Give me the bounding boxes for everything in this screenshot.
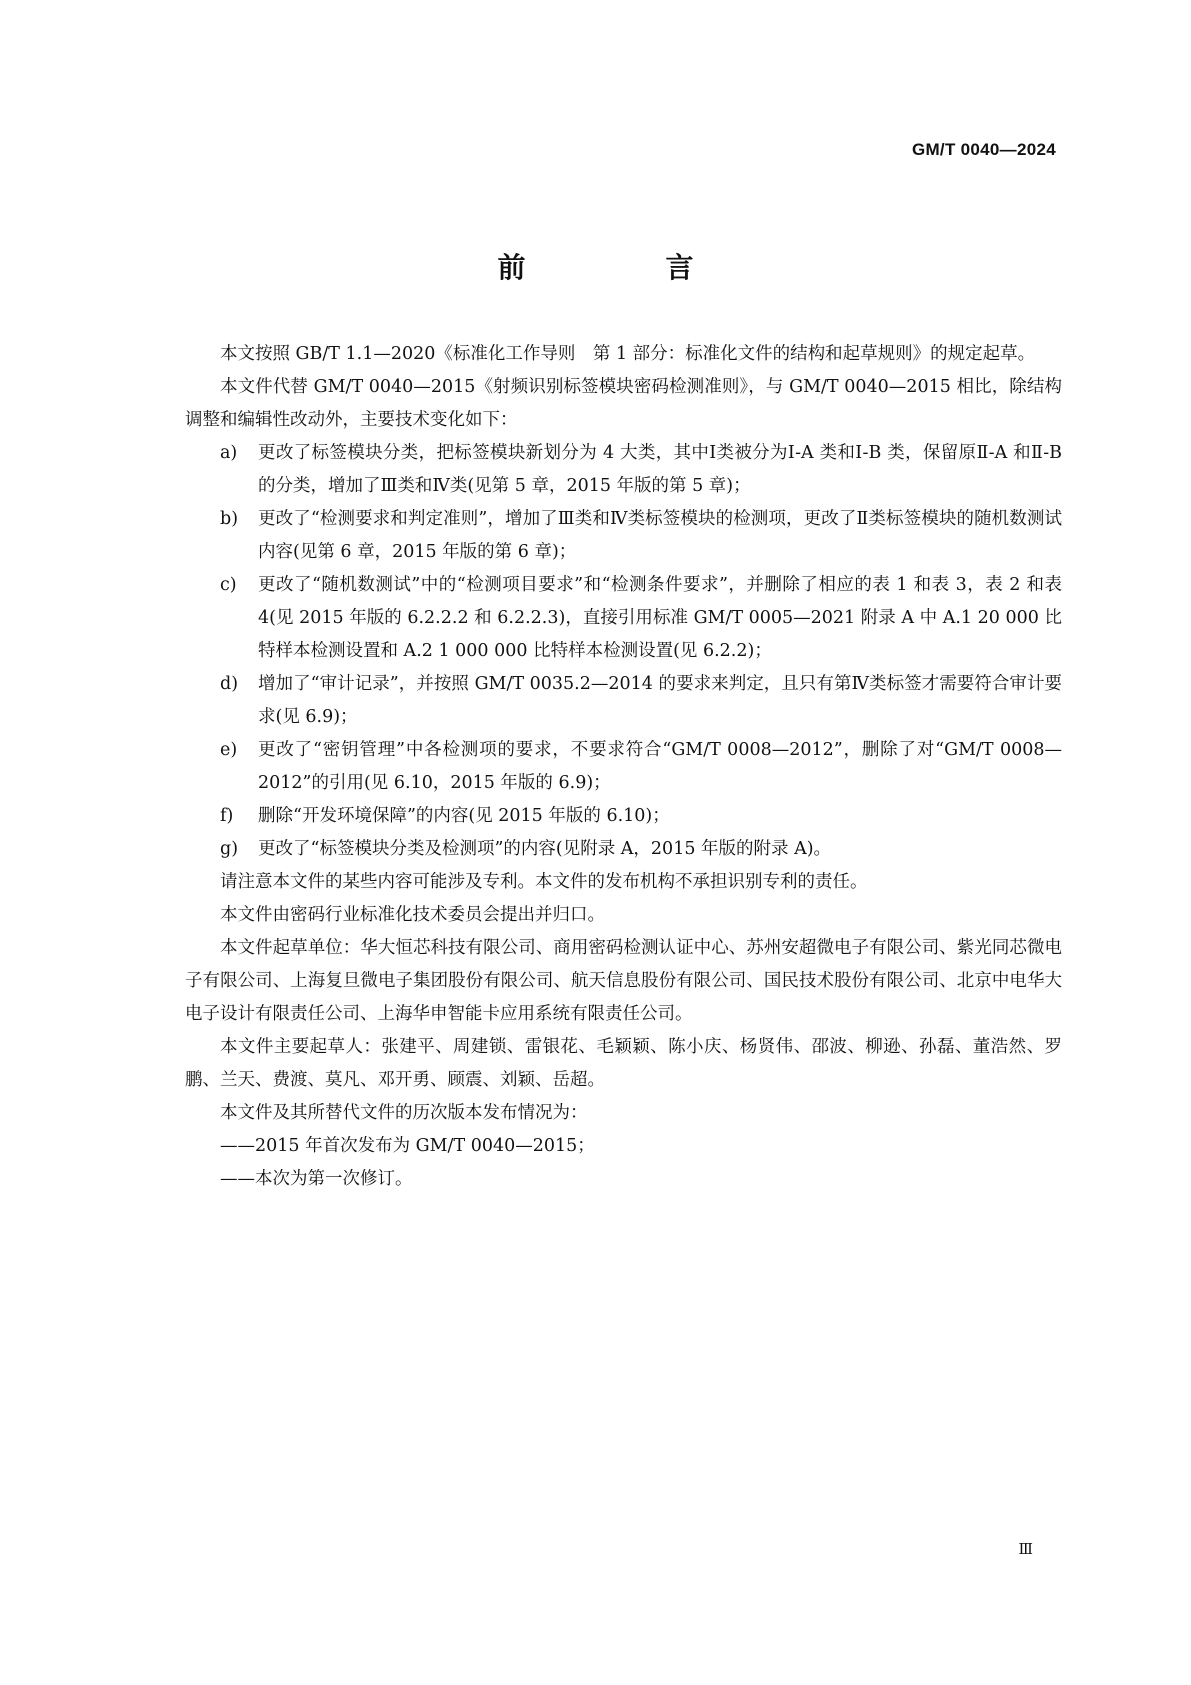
list-item-text: 更改了标签模块分类，把标签模块新划分为 4 大类，其中Ⅰ类被分为Ⅰ-A 类和Ⅰ-B 类，保留原Ⅱ-A 和Ⅱ-B 的分类，增加了Ⅲ类和Ⅳ类(见第 5 章，2015 年版的第 5 章)；: [258, 443, 1062, 496]
list-marker: e): [220, 740, 238, 760]
change-item-c: [185, 569, 1062, 668]
list-item-text: 更改了“随机数测试”中的“检测项目要求”和“检测条件要求”，并删除了相应的表 1 和表 3，表 2 和表 4(见 2015 年版的 6.2.2.2 和 6.2.2.3)，直接引用标准 GM/T 0005—2021 附录 A 中 A.1 20 000 比特样本检测设置和 A.2 1 000 000 比特样本检测设置(见 6.2.2)；: [258, 575, 1062, 661]
list-item-text: 删除“开发环境保障”的内容(见 2015 年版的 6.10)；: [258, 806, 670, 826]
list-marker: a): [220, 443, 238, 463]
list-marker: b): [220, 509, 239, 529]
paragraph: 本文件由密码行业标准化技术委员会提出并归口。: [220, 905, 605, 925]
history-item: ——2015 年首次发布为 GM/T 0040—2015；: [220, 1136, 595, 1156]
change-item-d: [185, 668, 1062, 734]
list-item-text: 更改了“检测要求和判定准则”，增加了Ⅲ类和Ⅳ类标签模块的检测项，更改了Ⅱ类标签模块的随机数测试内容(见第 6 章，2015 年版的第 6 章)；: [258, 509, 1062, 562]
list-item-text: 增加了“审计记录”，并按照 GM/T 0035.2—2014 的要求来判定，且只有第Ⅳ类标签才需要符合审计要求(见 6.9)；: [258, 674, 1062, 727]
paragraph: 本文件代替 GM/T 0040—2015《射频识别标签模块密码检测准则》，与 GM/T 0040—2015 相比，除结构调整和编辑性改动外，主要技术变化如下：: [185, 377, 1062, 430]
change-item-a: [185, 437, 1062, 503]
change-item-e: [185, 734, 1062, 800]
change-item-g: [185, 833, 1062, 866]
document-body: [185, 338, 1062, 1196]
list-marker: f): [220, 806, 234, 826]
list-marker: c): [220, 575, 237, 595]
page-number: Ⅲ: [1018, 1540, 1033, 1558]
paragraph: 本文件主要起草人：张建平、周建锁、雷银花、毛颖颖、陈小庆、杨贤伟、邵波、柳逊、孙磊、董浩然、罗鹏、兰天、费渡、莫凡、邓开勇、顾震、刘颖、岳超。: [185, 1037, 1062, 1090]
list-marker: d): [220, 674, 239, 694]
list-item-text: 更改了“标签模块分类及检测项”的内容(见附录 A，2015 年版的附录 A)。: [258, 839, 832, 859]
change-item-f: [185, 800, 1062, 833]
list-marker: g): [220, 839, 239, 859]
document-id: GM/T 0040—2024: [911, 140, 1056, 159]
paragraph: 本文件起草单位：华大恒芯科技有限公司、商用密码检测认证中心、苏州安超微电子有限公司、紫光同芯微电子有限公司、上海复旦微电子集团股份有限公司、航天信息股份有限公司、国民技术股份有限公司、北京中电华大电子设计有限责任公司、上海华申智能卡应用系统有限责任公司。: [185, 938, 1062, 1024]
paragraph: 本文按照 GB/T 1.1—2020《标准化工作导则 第 1 部分：标准化文件的结构和起草规则》的规定起草。: [220, 344, 1036, 364]
page-title: 前 言: [497, 251, 750, 284]
list-item-text: 更改了“密钥管理”中各检测项的要求，不要求符合“GM/T 0008—2012”，删除了对“GM/T 0008—2012”的引用(见 6.10，2015 年版的 6.9)；: [258, 740, 1062, 793]
paragraph: 本文件及其所替代文件的历次版本发布情况为：: [220, 1103, 588, 1123]
change-item-b: [185, 503, 1062, 569]
history-item: ——本次为第一次修订。: [220, 1169, 413, 1189]
paragraph: 请注意本文件的某些内容可能涉及专利。本文件的发布机构不承担识别专利的责任。: [220, 872, 868, 892]
